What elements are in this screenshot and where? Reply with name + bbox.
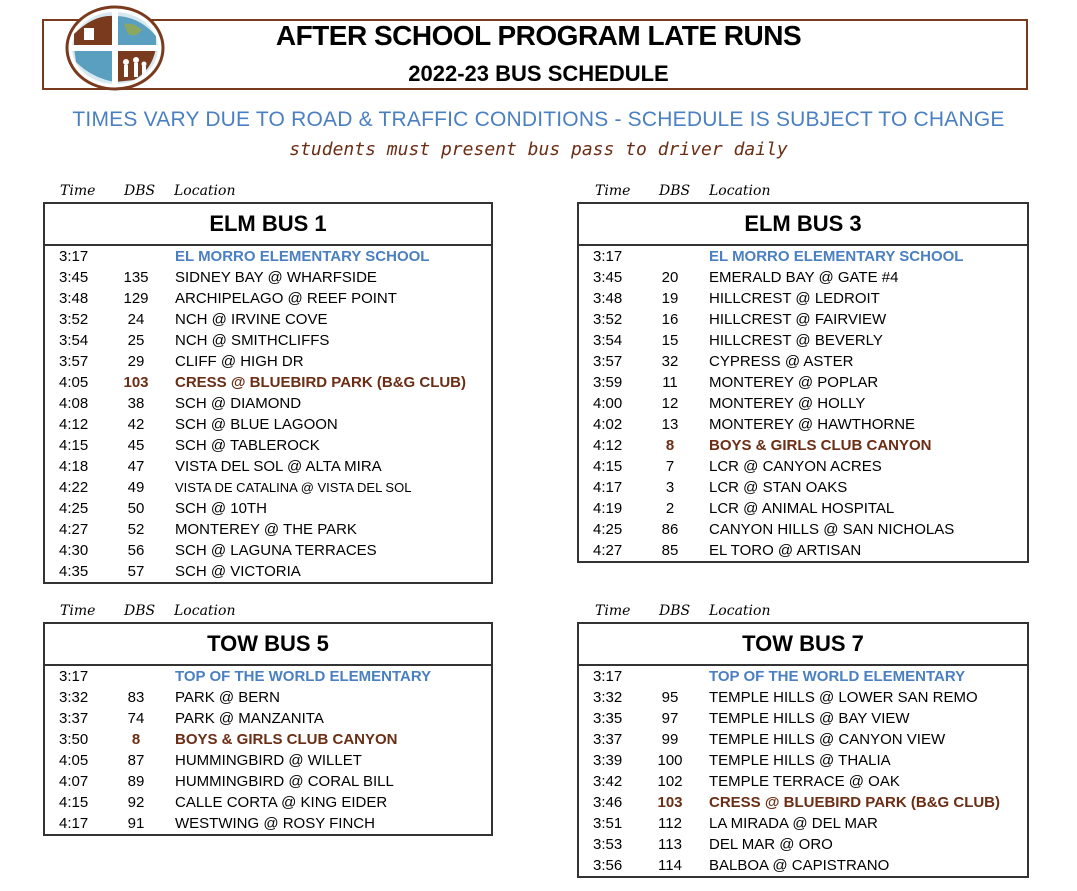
stop-dbs: 50 xyxy=(127,500,145,517)
stop-location: HILLCREST @ FAIRVIEW xyxy=(709,311,887,328)
stop-time: 4:02 xyxy=(593,416,623,433)
stop-dbs: 56 xyxy=(127,542,145,559)
stop-location: DEL MAR @ ORO xyxy=(709,836,833,853)
dbs-header: DBS xyxy=(659,183,691,199)
stop-time: 3:17 xyxy=(59,668,89,685)
stop-location: BOYS & GIRLS CLUB CANYON xyxy=(175,731,398,748)
stop-row xyxy=(45,708,491,729)
stop-dbs: 13 xyxy=(661,416,679,433)
stop-dbs: 103 xyxy=(657,794,683,811)
stop-location: TOP OF THE WORLD ELEMENTARY xyxy=(709,668,966,685)
stop-location: SCH @ DIAMOND xyxy=(175,395,302,412)
bus-title: TOW BUS 5 xyxy=(45,624,491,666)
stop-dbs: 92 xyxy=(127,794,145,811)
location-header: Location xyxy=(709,183,771,199)
stop-location: EL MORRO ELEMENTARY SCHOOL xyxy=(709,248,964,265)
stop-time: 4:17 xyxy=(59,815,89,832)
stop-time: 4:15 xyxy=(593,458,623,475)
stop-time: 4:19 xyxy=(593,500,623,517)
stop-dbs: 86 xyxy=(661,521,679,538)
dbs-header: DBS xyxy=(659,603,691,619)
stop-time: 4:15 xyxy=(59,437,89,454)
stop-dbs: 52 xyxy=(127,521,145,538)
stop-dbs: 89 xyxy=(127,773,145,790)
stop-dbs: 8 xyxy=(131,731,141,748)
stop-dbs: 11 xyxy=(662,374,678,391)
stop-location: EL TORO @ ARTISAN xyxy=(709,542,862,559)
stop-row xyxy=(579,456,1027,477)
dbs-header: DBS xyxy=(124,183,156,199)
stop-dbs: 45 xyxy=(127,437,145,454)
stop-dbs: 97 xyxy=(661,710,679,727)
stop-dbs: 100 xyxy=(657,752,683,769)
stop-row xyxy=(579,414,1027,435)
stop-location: EL MORRO ELEMENTARY SCHOOL xyxy=(175,248,430,265)
stop-location: CALLE CORTA @ KING EIDER xyxy=(175,794,388,811)
stop-dbs: 83 xyxy=(127,689,145,706)
stop-row xyxy=(45,561,491,582)
stop-location: CYPRESS @ ASTER xyxy=(709,353,854,370)
stop-dbs: 95 xyxy=(661,689,679,706)
stop-dbs: 112 xyxy=(658,815,682,832)
stop-row xyxy=(45,498,491,519)
stop-time: 4:07 xyxy=(59,773,89,790)
stop-row xyxy=(579,372,1027,393)
stop-location: MONTEREY @ HAWTHORNE xyxy=(709,416,916,433)
bus-title: ELM BUS 1 xyxy=(45,204,491,246)
stop-time: 4:27 xyxy=(593,542,623,559)
stop-row xyxy=(45,372,491,393)
bus-table-tow-5 xyxy=(43,622,493,836)
stop-time: 3:17 xyxy=(593,668,623,685)
stop-row xyxy=(579,750,1027,771)
bus-stop-list xyxy=(579,246,1027,561)
stop-time: 3:54 xyxy=(593,332,623,349)
stop-row xyxy=(45,414,491,435)
stop-location: TEMPLE HILLS @ BAY VIEW xyxy=(709,710,910,727)
location-header: Location xyxy=(174,603,236,619)
stop-time: 4:18 xyxy=(59,458,89,475)
stop-row xyxy=(579,330,1027,351)
stop-time: 3:39 xyxy=(593,752,623,769)
stop-location: NCH @ SMITHCLIFFS xyxy=(175,332,330,349)
stop-time: 3:51 xyxy=(593,815,623,832)
stop-dbs: 114 xyxy=(658,857,682,874)
stop-location: BALBOA @ CAPISTRANO xyxy=(709,857,890,874)
stop-dbs: 49 xyxy=(127,479,145,496)
stop-location: CRESS @ BLUEBIRD PARK (B&G CLUB) xyxy=(175,374,467,391)
stop-row xyxy=(45,813,491,834)
stop-row xyxy=(45,330,491,351)
stop-time: 4:22 xyxy=(59,479,89,496)
stop-location: HILLCREST @ BEVERLY xyxy=(709,332,883,349)
stop-time: 4:05 xyxy=(59,374,89,391)
stop-location: HUMMINGBIRD @ CORAL BILL xyxy=(175,773,394,790)
stop-time: 3:35 xyxy=(593,710,623,727)
stop-row xyxy=(45,267,491,288)
stop-dbs: 8 xyxy=(665,437,675,454)
stop-row xyxy=(579,309,1027,330)
stop-row xyxy=(45,666,491,687)
stop-row xyxy=(45,750,491,771)
stop-dbs: 74 xyxy=(127,710,145,727)
stop-row xyxy=(579,288,1027,309)
stop-time: 4:12 xyxy=(593,437,623,454)
stop-row xyxy=(579,246,1027,267)
stop-dbs: 16 xyxy=(661,311,679,328)
stop-time: 4:17 xyxy=(593,479,623,496)
location-header: Location xyxy=(174,183,236,199)
stop-time: 3:17 xyxy=(59,248,89,265)
stop-time: 3:54 xyxy=(59,332,89,349)
bus-stop-list xyxy=(45,246,491,582)
column-headers xyxy=(579,183,1029,203)
stop-row xyxy=(579,813,1027,834)
stop-row xyxy=(579,687,1027,708)
stop-location: SIDNEY BAY @ WHARFSIDE xyxy=(175,269,377,286)
stop-dbs: 135 xyxy=(123,269,149,286)
stop-row xyxy=(45,771,491,792)
stop-time: 3:32 xyxy=(593,689,623,706)
stop-time: 3:42 xyxy=(593,773,623,790)
stop-row xyxy=(45,792,491,813)
stop-time: 3:56 xyxy=(593,857,623,874)
stop-dbs: 129 xyxy=(123,290,149,307)
stop-time: 4:15 xyxy=(59,794,89,811)
stop-dbs: 91 xyxy=(127,815,145,832)
stop-location: SCH @ TABLEROCK xyxy=(175,437,320,454)
stop-row xyxy=(579,666,1027,687)
stop-location: EMERALD BAY @ GATE #4 xyxy=(709,269,899,286)
stop-row xyxy=(579,729,1027,750)
stop-row xyxy=(579,519,1027,540)
stop-location: SCH @ VICTORIA xyxy=(175,563,301,580)
stop-row xyxy=(579,540,1027,561)
stop-time: 4:08 xyxy=(59,395,89,412)
stop-row xyxy=(579,477,1027,498)
stop-time: 3:52 xyxy=(59,311,89,328)
stop-time: 3:46 xyxy=(593,794,623,811)
stop-row xyxy=(579,855,1027,876)
stop-time: 3:59 xyxy=(593,374,623,391)
stop-dbs: 42 xyxy=(127,416,145,433)
stop-dbs: 7 xyxy=(665,458,675,475)
stop-location: MONTEREY @ POPLAR xyxy=(709,374,879,391)
stop-dbs: 29 xyxy=(127,353,145,370)
bus-table-tow-7 xyxy=(577,622,1029,878)
stop-row xyxy=(579,708,1027,729)
page-subtitle: 2022-23 BUS SCHEDULE xyxy=(408,61,669,86)
stop-row xyxy=(45,393,491,414)
stop-location: PARK @ MANZANITA xyxy=(175,710,324,727)
stop-time: 4:30 xyxy=(59,542,89,559)
stop-row xyxy=(579,792,1027,813)
stop-location: SCH @ LAGUNA TERRACES xyxy=(175,542,377,559)
stop-row xyxy=(579,498,1027,519)
stop-dbs: 24 xyxy=(127,311,145,328)
bus-title: TOW BUS 7 xyxy=(579,624,1027,666)
stop-time: 3:48 xyxy=(593,290,623,307)
stop-location: TEMPLE HILLS @ THALIA xyxy=(709,752,891,769)
stop-row xyxy=(579,834,1027,855)
column-headers xyxy=(44,183,492,203)
stop-time: 3:45 xyxy=(593,269,623,286)
time-header: Time xyxy=(60,603,96,619)
stop-row xyxy=(45,477,491,498)
stop-location: CLIFF @ HIGH DR xyxy=(175,353,304,370)
stop-dbs: 102 xyxy=(657,773,683,790)
stop-location: LCR @ STAN OAKS xyxy=(709,479,848,496)
stop-time: 3:57 xyxy=(593,353,623,370)
stop-location: MONTEREY @ THE PARK xyxy=(175,521,357,538)
stop-location: LCR @ ANIMAL HOSPITAL xyxy=(709,500,895,517)
bus-pass-reminder: students must present bus pass to driver daily xyxy=(289,139,788,160)
stop-row xyxy=(45,456,491,477)
stop-row xyxy=(45,435,491,456)
dbs-header: DBS xyxy=(124,603,156,619)
stop-location: TOP OF THE WORLD ELEMENTARY xyxy=(175,668,432,685)
page-title: AFTER SCHOOL PROGRAM LATE RUNS xyxy=(275,20,802,51)
stop-time: 3:32 xyxy=(59,689,89,706)
location-header: Location xyxy=(709,603,771,619)
stop-time: 4:12 xyxy=(59,416,89,433)
stop-location: TEMPLE HILLS @ LOWER SAN REMO xyxy=(709,689,978,706)
stop-dbs: 20 xyxy=(661,269,679,286)
stop-time: 3:17 xyxy=(593,248,623,265)
stop-row xyxy=(45,246,491,267)
stop-location: SCH @ 10TH xyxy=(175,500,267,517)
stop-location: WESTWING @ ROSY FINCH xyxy=(175,815,375,832)
stop-time: 3:52 xyxy=(593,311,623,328)
stop-dbs: 47 xyxy=(127,458,145,475)
stop-time: 3:50 xyxy=(59,731,89,748)
stop-time: 4:25 xyxy=(59,500,89,517)
stop-row xyxy=(579,393,1027,414)
stop-location: HUMMINGBIRD @ WILLET xyxy=(175,752,362,769)
bus-title: ELM BUS 3 xyxy=(579,204,1027,246)
stop-dbs: 113 xyxy=(658,836,682,853)
stop-row xyxy=(45,687,491,708)
stop-dbs: 87 xyxy=(127,752,145,769)
stop-location: MONTEREY @ HOLLY xyxy=(709,395,866,412)
stop-time: 4:00 xyxy=(593,395,623,412)
time-header: Time xyxy=(60,183,96,199)
stop-row xyxy=(45,519,491,540)
time-header: Time xyxy=(595,183,631,199)
stop-time: 4:27 xyxy=(59,521,89,538)
stop-location: TEMPLE TERRACE @ OAK xyxy=(709,773,900,790)
stop-time: 3:45 xyxy=(59,269,89,286)
stop-dbs: 19 xyxy=(661,290,679,307)
stop-row xyxy=(579,435,1027,456)
stop-dbs: 103 xyxy=(123,374,149,391)
bus-table-elm-1 xyxy=(43,202,493,584)
stop-row xyxy=(45,309,491,330)
stop-location: PARK @ BERN xyxy=(175,689,280,706)
stop-location: HILLCREST @ LEDROIT xyxy=(709,290,880,307)
stop-dbs: 38 xyxy=(127,395,145,412)
schedule-notice: TIMES VARY DUE TO ROAD & TRAFFIC CONDITIONS - SCHEDULE IS SUBJECT TO CHANGE xyxy=(72,108,1005,131)
stop-time: 3:48 xyxy=(59,290,89,307)
stop-dbs: 32 xyxy=(661,353,679,370)
stop-dbs: 85 xyxy=(661,542,679,559)
stop-dbs: 2 xyxy=(665,500,675,517)
stop-dbs: 3 xyxy=(665,479,675,496)
stop-dbs: 12 xyxy=(661,395,679,412)
stop-row xyxy=(579,267,1027,288)
stop-location: LA MIRADA @ DEL MAR xyxy=(709,815,878,832)
stop-time: 3:37 xyxy=(59,710,89,727)
stop-dbs: 15 xyxy=(661,332,679,349)
stop-time: 4:05 xyxy=(59,752,89,769)
stop-location: NCH @ IRVINE COVE xyxy=(175,311,328,328)
stop-location: SCH @ BLUE LAGOON xyxy=(175,416,338,433)
stop-location: BOYS & GIRLS CLUB CANYON xyxy=(709,437,932,454)
stop-location: VISTA DEL SOL @ ALTA MIRA xyxy=(175,458,382,475)
stop-location: CRESS @ BLUEBIRD PARK (B&G CLUB) xyxy=(709,794,1001,811)
stop-row xyxy=(45,288,491,309)
stop-time: 3:57 xyxy=(59,353,89,370)
stop-row xyxy=(45,540,491,561)
stop-time: 3:53 xyxy=(593,836,623,853)
stop-time: 4:35 xyxy=(59,563,89,580)
stop-time: 3:37 xyxy=(593,731,623,748)
stop-row xyxy=(45,351,491,372)
column-headers xyxy=(44,603,492,623)
bus-stop-list xyxy=(579,666,1027,876)
stop-location: VISTA DE CATALINA @ VISTA DEL SOL xyxy=(175,480,412,495)
stop-dbs: 25 xyxy=(127,332,145,349)
stop-location: TEMPLE HILLS @ CANYON VIEW xyxy=(709,731,946,748)
bus-stop-list xyxy=(45,666,491,834)
stop-dbs: 57 xyxy=(127,563,145,580)
stop-dbs: 99 xyxy=(661,731,679,748)
stop-row xyxy=(579,351,1027,372)
stop-location: LCR @ CANYON ACRES xyxy=(709,458,882,475)
column-headers xyxy=(579,603,1029,623)
stop-row xyxy=(45,729,491,750)
time-header: Time xyxy=(595,603,631,619)
stop-location: CANYON HILLS @ SAN NICHOLAS xyxy=(709,521,955,538)
stop-time: 4:25 xyxy=(593,521,623,538)
stop-location: ARCHIPELAGO @ REEF POINT xyxy=(175,290,397,307)
bus-table-elm-3 xyxy=(577,202,1029,563)
stop-row xyxy=(579,771,1027,792)
